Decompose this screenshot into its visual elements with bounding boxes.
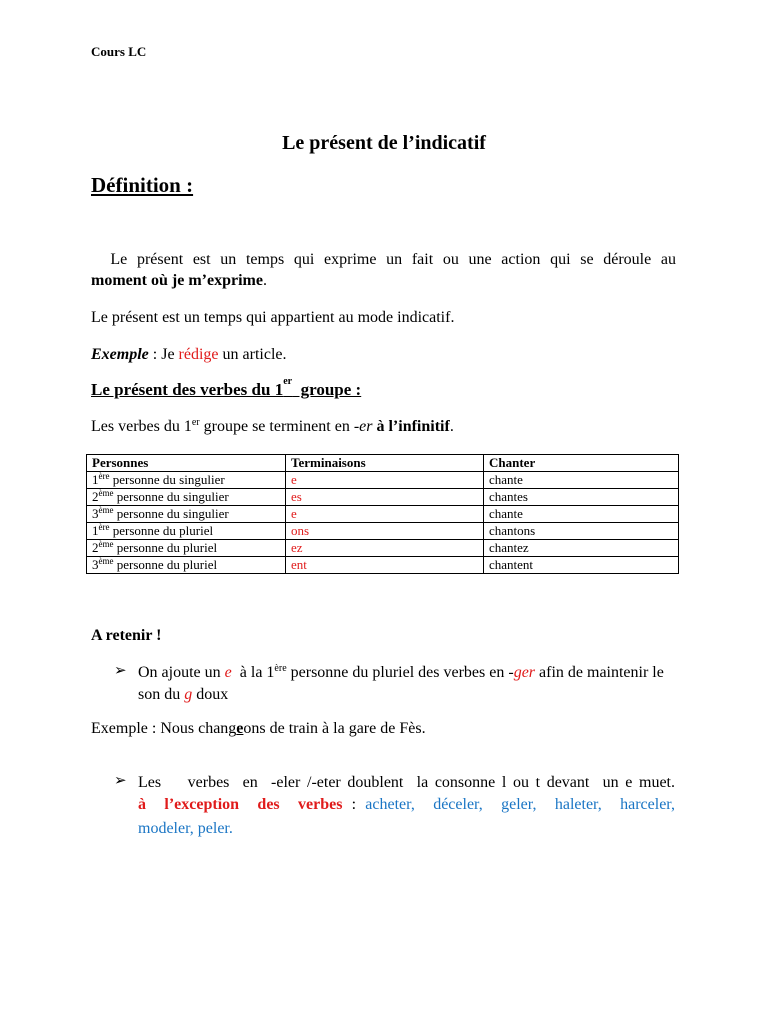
table-header-cell: Personnes — [87, 455, 286, 472]
ending-cell: es — [286, 489, 484, 506]
p4-bold: à l’infinitif — [372, 418, 450, 435]
definition-bold: moment où je m’exprime — [91, 272, 263, 289]
definition-text: Le présent est un temps qui exprime un fait ou une action qui se déroule au — [110, 251, 676, 268]
retenir-heading: A retenir ! — [91, 627, 162, 644]
table-row — [87, 506, 679, 523]
table-header-cell: Terminaisons — [286, 455, 484, 472]
example-sep: : Je — [148, 346, 179, 363]
table-row — [87, 557, 679, 574]
ending-cell: ez — [286, 540, 484, 557]
p4-sup: er — [191, 417, 200, 428]
example-verb: rédige — [178, 346, 219, 363]
table-header-row — [87, 455, 679, 472]
example-line — [91, 345, 287, 365]
p4-pre: Les verbes du 1 — [91, 418, 192, 435]
page-title: Le présent de l’indicatif — [282, 132, 486, 154]
highlight-e: e — [236, 720, 244, 737]
verb-cell: chante — [484, 506, 679, 523]
section-heading — [91, 376, 362, 400]
example-changeons: Exemple : Nous changeons de train à la gare de Fès. — [91, 720, 426, 737]
arrow-bullet-icon: ➢ — [114, 773, 127, 789]
person-cell: 1ère personne du singulier — [87, 472, 286, 489]
arrow-bullet-icon: ➢ — [114, 663, 127, 679]
section-heading-post: groupe : — [292, 380, 362, 399]
table-row — [87, 523, 679, 540]
exception-verbs-continued: modeler, peler. — [138, 820, 233, 837]
section-heading-sup: er — [283, 376, 293, 387]
verb-cell: chante — [484, 472, 679, 489]
rule-ger-bullet: On ajoute un e à la 1ère personne du pluriel des verbes en -ger afin de maintenir le son du g doux — [138, 663, 664, 703]
table-row — [87, 472, 679, 489]
ending-cell: ons — [286, 523, 484, 540]
definition-paragraph-line1 — [91, 250, 676, 270]
verb-cell: chantons — [484, 523, 679, 540]
table-header-cell: Chanter — [484, 455, 679, 472]
ending-cell: e — [286, 506, 484, 523]
person-cell: 2ème personne du singulier — [87, 489, 286, 506]
p4-mid: groupe se terminent en - — [199, 418, 360, 435]
person-cell: 3ème personne du singulier — [87, 506, 286, 523]
verb-cell: chantez — [484, 540, 679, 557]
header-text: Cours LC — [91, 44, 147, 59]
example-rest: un article. — [218, 346, 287, 363]
p4-end: . — [449, 418, 454, 435]
letter-g: g — [184, 686, 193, 703]
section-heading-pre: Le présent des verbes du 1 — [91, 380, 284, 399]
exception-label: à l’exception des verbes — [138, 796, 343, 813]
infinitive-paragraph — [91, 417, 454, 437]
definition-end: . — [262, 272, 267, 289]
table-row — [87, 540, 679, 557]
verb-cell: chantent — [484, 557, 679, 574]
mode-paragraph: Le présent est un temps qui appartient au mode indicatif. — [91, 309, 455, 326]
table-row — [87, 489, 679, 506]
ending-cell: ent — [286, 557, 484, 574]
person-cell: 3ème personne du pluriel — [87, 557, 286, 574]
definition-heading: Définition : — [91, 173, 194, 197]
example-label: Exemple — [91, 346, 149, 363]
verb-cell: chantes — [484, 489, 679, 506]
exception-verbs: acheter, déceler, geler, haleter, harceler, — [365, 796, 675, 813]
definition-paragraph-line2 — [91, 271, 267, 291]
ger-ending: ger — [513, 664, 536, 681]
conjugation-table — [86, 454, 679, 574]
person-cell: 2ème personne du pluriel — [87, 540, 286, 557]
p4-italic: er — [359, 418, 373, 435]
ending-cell: e — [286, 472, 484, 489]
letter-e: e — [224, 664, 232, 681]
rule-eler-eter-bullet: Les verbes en -eler /-eter doublent la consonne l ou t devant un e muet. à l’exception des verbes : acheter, déceler, geler, haleter, harceler, — [138, 774, 675, 813]
person-cell: 1ère personne du pluriel — [87, 523, 286, 540]
